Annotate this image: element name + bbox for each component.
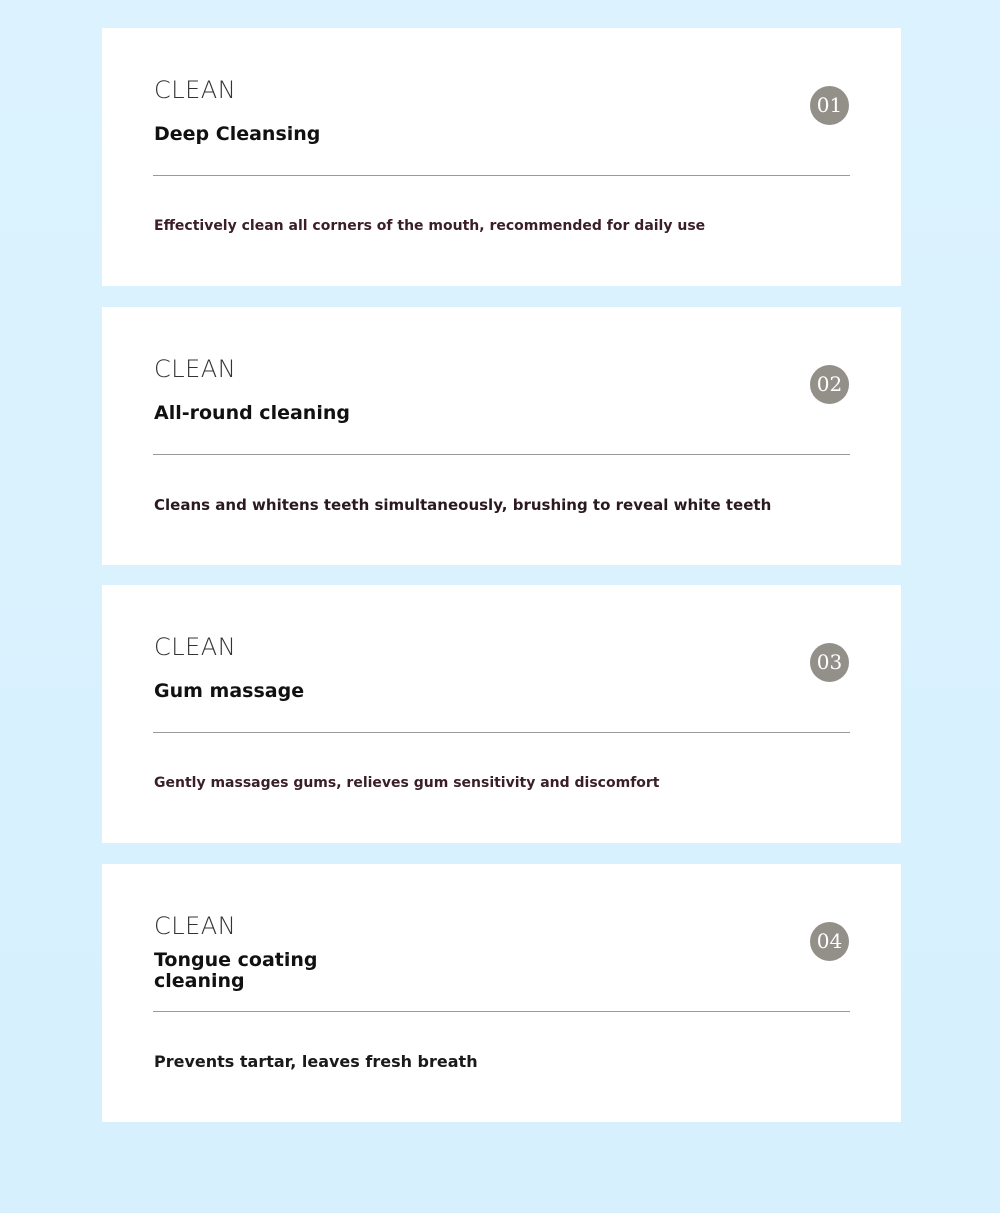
card-description: Effectively clean all corners of the mouth, recommended for daily use [154,218,706,234]
card-kicker: CLEAN [154,912,237,940]
divider [153,454,850,455]
feature-card-deep-cleansing [102,28,901,286]
number-badge: 04 [810,922,849,961]
feature-card-tongue-coating-cleaning [102,864,901,1122]
number-badge: 01 [810,86,849,125]
card-description: Gently massages gums, relieves gum sensitivity and discomfort [154,775,660,791]
card-kicker: CLEAN [154,355,237,383]
card-title: Gum massage [154,680,305,702]
feature-card-gum-massage [102,585,901,843]
divider [153,1011,850,1012]
number-badge: 02 [810,365,849,404]
card-title: Tongue coating cleaning [154,949,318,992]
divider [153,175,850,176]
card-kicker: CLEAN [154,633,237,661]
card-title: All-round cleaning [154,402,350,424]
feature-card-all-round-cleaning [102,307,901,565]
number-badge: 03 [810,643,849,682]
card-description: Cleans and whitens teeth simultaneously, brushing to reveal white teeth [154,496,772,514]
card-description: Prevents tartar, leaves fresh breath [154,1052,478,1071]
card-title: Deep Cleansing [154,123,321,145]
divider [153,732,850,733]
card-kicker: CLEAN [154,76,237,104]
